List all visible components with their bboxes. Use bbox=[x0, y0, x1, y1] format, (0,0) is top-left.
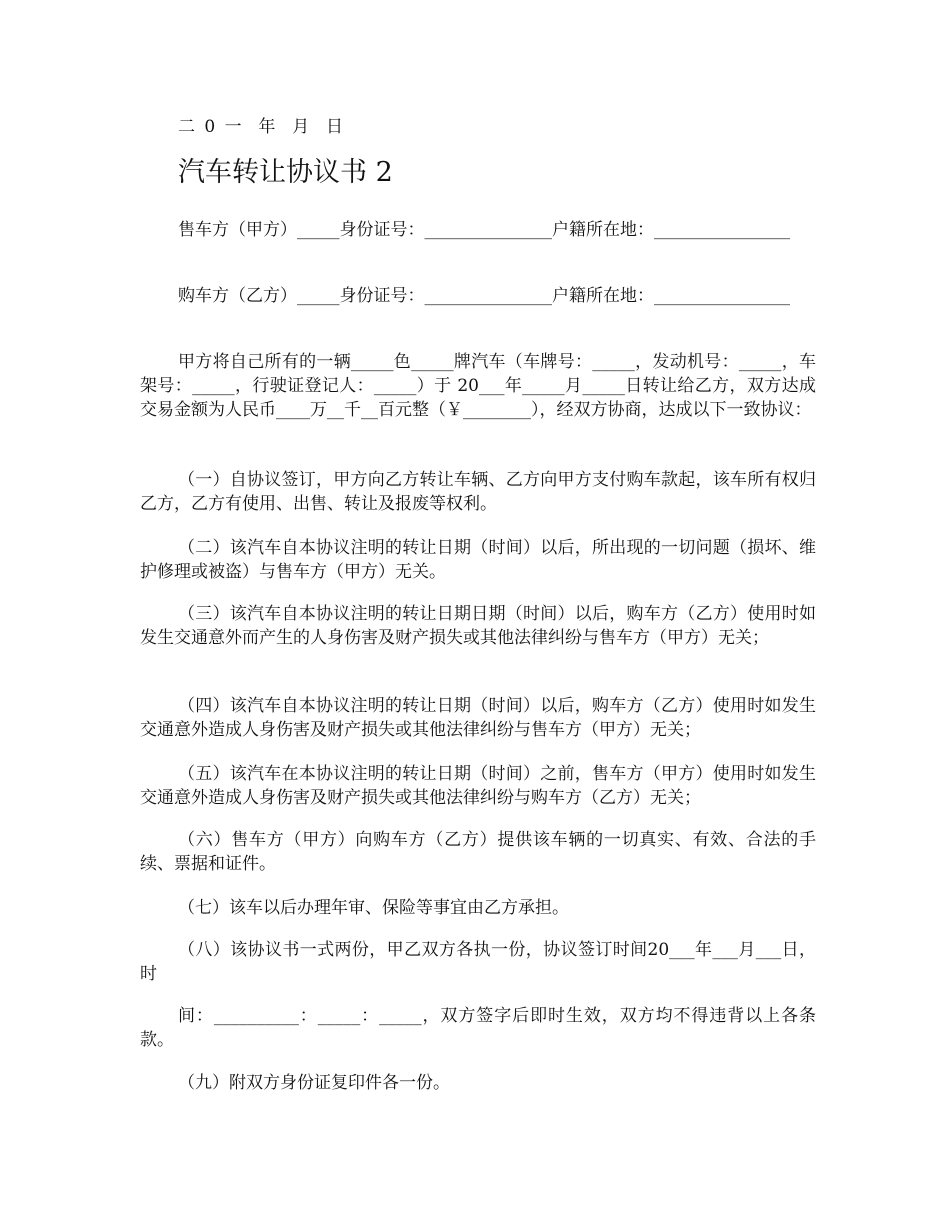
clause-5: （五）该汽车在本协议注明的转让日期（时间）之前，售车方（甲方）使用时如发生交通意外造成人身伤害及财产损失或其他法律纠纷与购车方（乙方）无关； bbox=[140, 764, 816, 808]
intro-paragraph: 甲方将自己所有的一辆_____色_____牌汽车（车牌号：_____，发动机号：_____，车架号：_____，行驶证登记人：_____）于 20___年_____月_____日转让给乙方，双方达成交易金额为人民币____万__千__百元整（￥________），经双方协商，达成以下一致协议： bbox=[140, 352, 816, 420]
clause-2: （二）该汽车自本协议注明的转让日期（时间）以后，所出现的一切问题（损坏、维护修理或被盗）与售车方（甲方）无关。 bbox=[140, 538, 816, 582]
clause-6: （六）售车方（甲方）向购车方（乙方）提供该车辆的一切真实、有效、合法的手续、票据和证件。 bbox=[140, 830, 816, 874]
clause-7: （七）该车以后办理年审、保险等事宜由乙方承担。 bbox=[178, 898, 569, 918]
clause-8-continued: 间：__________：_____：_____，双方签字后即时生效，双方均不得违背以上各条款。 bbox=[140, 1006, 816, 1050]
buyer-info-line: 购车方（乙方）_____身份证号：_______________户籍所在地：________________ bbox=[178, 286, 790, 306]
date-line: 二 0 一 年 月 日 bbox=[178, 117, 346, 137]
document-title: 汽车转让协议书 2 bbox=[178, 157, 393, 188]
clause-1: （一）自协议签订，甲方向乙方转让车辆、乙方向甲方支付购车款起，该车所有权归乙方，乙方有使用、出售、转让及报废等权利。 bbox=[140, 470, 816, 514]
clause-3: （三）该汽车自本协议注明的转让日期日期（时间）以后，购车方（乙方）使用时如发生交通意外而产生的人身伤害及财产损失或其他法律纠纷与售车方（甲方）无关； bbox=[140, 604, 816, 648]
clause-4: （四）该汽车自本协议注明的转让日期（时间）以后，购车方（乙方）使用时如发生交通意外造成人身伤害及财产损失或其他法律纠纷与售车方（甲方）无关； bbox=[140, 696, 816, 740]
clause-9: （九）附双方身份证复印件各一份。 bbox=[178, 1073, 450, 1093]
seller-info-line: 售车方（甲方）_____身份证号：_______________户籍所在地：________________ bbox=[178, 220, 790, 240]
clause-8: （八）该协议书一式两份，甲乙双方各执一份，协议签订时间20___年___月___日，时 bbox=[140, 940, 816, 984]
